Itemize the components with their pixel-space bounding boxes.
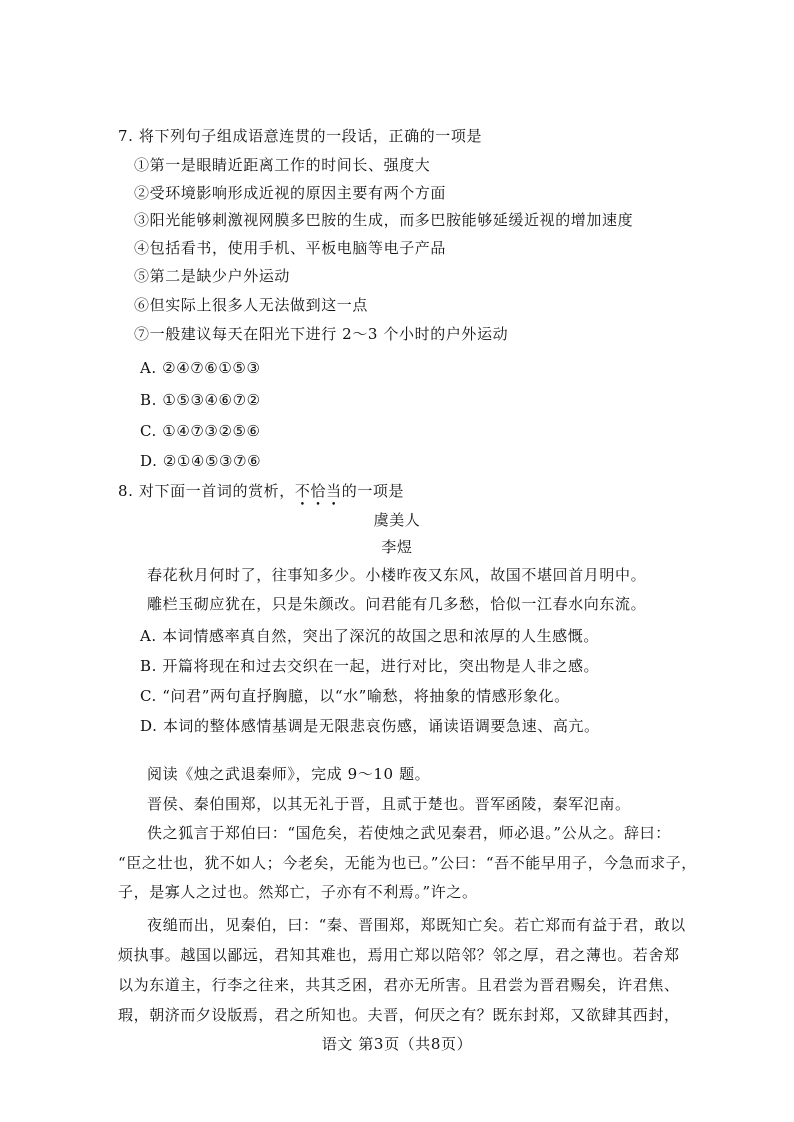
- q8-stem-prefix: 8. 对下面一首词的赏析，: [118, 482, 295, 500]
- q8-option-a: A. 本词情感率真自然，突出了深沉的故国之思和浓厚的人生感慨。: [140, 627, 599, 645]
- q7-sentence-4: ④包括看书，使用手机、平板电脑等电子产品: [134, 239, 447, 257]
- q8-stem-emphasis-3: 当: [326, 482, 342, 500]
- passage-line-3: “臣之壮也，犹不如人；今老矣，无能为也已。”公曰：“吾不能早用子，今急而求子，: [118, 854, 697, 872]
- passage-line-1: 晋侯、秦伯围郑，以其无礼于晋，且贰于楚也。晋军函陵，秦军氾南。: [147, 795, 631, 813]
- q7-sentence-6: ⑥但实际上很多人无法做到这一点: [134, 296, 369, 314]
- passage-line-2: 佚之狐言于郑伯曰：“国危矣，若使烛之武见秦君，师必退。”公从之。辞曰：: [147, 824, 671, 842]
- q7-option-b: B. ①⑤③④⑥⑦②: [140, 391, 261, 409]
- q8-option-d: D. 本词的整体感情基调是无限悲哀伤感，诵读语调要急速、高亢。: [140, 717, 600, 735]
- poem-line-2: 雕栏玉砌应犹在，只是朱颜改。问君能有几多愁，恰似一江春水向东流。: [147, 595, 647, 613]
- passage-line-8: 瑕，朝济而夕设版焉，君之所知也。夫晋，何厌之有？既东封郑，又欲肆其西封，: [118, 1006, 680, 1024]
- q7-sentence-1: ①第一是眼睛近距离工作的时间长、强度大: [134, 156, 431, 174]
- q8-stem-emphasis-2: 恰: [310, 482, 327, 500]
- q8-stem: [118, 481, 404, 501]
- q8-option-c: C. “问君”两句直抒胸臆，以“水”喻愁，将抽象的情感形象化。: [140, 687, 570, 705]
- q7-sentence-5: ⑤第二是缺少户外运动: [134, 267, 291, 285]
- q8-stem-suffix: 的一项是: [341, 482, 405, 500]
- q7-option-d: D. ②①④⑤③⑦⑥: [140, 452, 262, 470]
- passage-line-6: 烦执事。越国以鄙远，君知其难也，焉用亡郑以陪邻？邻之厚，君之薄也。若舍郑: [118, 946, 680, 964]
- q7-sentence-3: ③阳光能够刺激视网膜多巴胺的生成，而多巴胺能够延缓近视的增加速度: [134, 211, 634, 229]
- q7-sentence-7: ⑦一般建议每天在阳光下进行 2～3 个小时的户外运动: [134, 325, 509, 343]
- passage-line-4: 子，是寡人之过也。然郑亡，子亦有不利焉。”许之。: [118, 883, 478, 901]
- q7-option-a: A. ②④⑦⑥①⑤③: [140, 359, 261, 377]
- q7-sentence-2: ②受环境影响形成近视的原因主要有两个方面: [134, 184, 447, 202]
- reading-intro: 阅读《烛之武退秦师》，完成 9～10 题。: [147, 765, 431, 783]
- page-footer: 语文 第3页（共8页）: [321, 1035, 473, 1053]
- passage-line-5: 夜缒而出，见秦伯，曰：“秦、晋围郑，郑既知亡矣。若亡郑而有益于君，敢以: [147, 916, 686, 934]
- q7-option-c: C. ①④⑦③②⑤⑥: [140, 422, 261, 440]
- passage-line-7: 以为东道主，行李之往来，共其乏困，君亦无所害。且君尝为晋君赐矣，许君焦、: [118, 976, 680, 994]
- q8-stem-emphasis-1: 不: [294, 482, 311, 500]
- poem-author: 李煜: [381, 538, 413, 556]
- poem-title: 虞美人: [373, 511, 421, 529]
- q7-stem: 7. 将下列句子组成语意连贯的一段话，正确的一项是: [118, 127, 483, 145]
- q8-option-b: B. 开篇将现在和过去交织在一起，进行对比，突出物是人非之感。: [140, 657, 600, 675]
- poem-line-1: 春花秋月何时了，往事知多少。小楼昨夜又东风，故国不堪回首月明中。: [147, 566, 647, 584]
